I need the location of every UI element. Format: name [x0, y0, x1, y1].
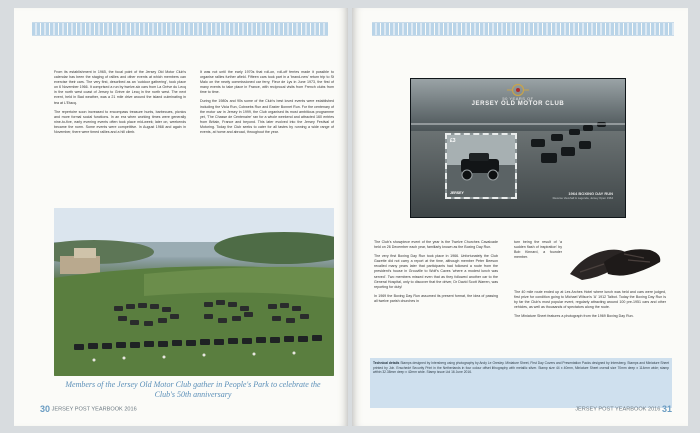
sheet-subtitle: 1964 BOXING DAY RUN — [568, 191, 613, 196]
sheet-title: JERSEY OLD MOTOR CLUB — [471, 101, 565, 107]
page-number: 31 — [661, 404, 672, 414]
page-number: 30 — [40, 404, 51, 414]
folio-title: JERSEY POST YEARBOOK 2016 — [575, 406, 661, 413]
stamp-value: £3 — [450, 138, 456, 144]
paragraph: The 40 mile route ended up at Les Arches Hotel where lunch was held and cars were judged, first prize for condition going to Michael Wilson's 'A' 1912 Talbot. Today the Boxing Day Run is by far the Club's most popular event, regularly attracting around 100 pre-1951 cars and other vehicles, as well as thousands of spectators along the route. — [514, 290, 666, 310]
technical-details-text: Stamps designed by Intersberg using photography by Andy Le Gresley. Miniature Sheet, First Day Covers and Presentation Packs designed by Intersberg. Stamps and Miniature Sheet printed by Joh. Enschedé Security Print in the Netherlands in four colour offset lithography with metallic silver. Stamp size 44 x 40mm, Miniature Sheet overall size 70mm deep x 114mm wide; stamp within 32.38mm deep x 42mm wide. Stamp issue Ltd 16 June 2016. — [373, 361, 669, 375]
sheet-note: Reverse Vauxhall & Lagonda, Jersey Open 1964 — [552, 196, 613, 200]
sheet-title-small: 50 YEARS OF — [502, 96, 534, 101]
paragraph: It was not until the early 1970s that roll-on, roll-off ferries made it possible to organise rallies further afield. Fifteen cars took part in a 'brand-new' return trip to St Malo on the newly commissioned car ferry, Fleur de Lys in June 1973, the first of many events to take place in France, with reciprocal visits from French clubs from time to time. — [200, 70, 334, 95]
right-column-2-top — [514, 240, 562, 264]
right-column-2 — [514, 290, 666, 323]
paragraph: The Miniature Sheet features a photograph from the 1969 Boxing Day Run. — [514, 314, 634, 319]
paragraph: turn being the result of 'a sudden flash of inspiration' by Bob Kinnard, a founder member. — [514, 240, 562, 260]
right-folio — [575, 404, 672, 414]
decorative-header-band — [372, 22, 674, 36]
paragraph: The Club's showpiece event of the year is the Twelve Churches Cavalcade held on 26 December each year, familiarly known as the Boxing Day Run. — [374, 240, 498, 250]
stamp — [445, 133, 517, 199]
technical-details-label: Technical details — [373, 361, 400, 365]
decorative-header-band — [32, 22, 328, 36]
stamp-country: JERSEY — [450, 191, 464, 195]
paragraph: The very first Boxing Day Run took place in 1966. Unfortunately the Club Gazette did not carry a report at the time, although member Peter Beeson recalled many years later that participants had followed a route from the president's house in Grouville to Wolf's Caves 'where a modest lunch was served'. Two members missed even that as they followed another car to the General Hospital, only to discover that the driver, Dr David Scott Warren, was reporting for duty! — [374, 254, 498, 289]
miniature-stamp-sheet — [410, 78, 626, 218]
paragraph: From its establishment in 1965, the focal point of the Jersey Old Motor Club's calendar has been the staging of rallies and other events at which members can exercise their cars. The very first, described as an 'outdoor gathering', took place on 6 November 1966. It comprised a run by twelve-six cars from La Grève du Lecq in the north west coast of Jersey to Grève de Lecq in the north west. The next event, held in Bad weather, was a 21 mile drive around the island culminating in tea at L'Etacq. — [54, 70, 186, 105]
left-page — [14, 8, 348, 426]
left-folio — [40, 404, 137, 414]
park-gathering-photo — [54, 208, 334, 376]
folio-title: JERSEY POST YEARBOOK 2016 — [51, 406, 137, 413]
right-column-1 — [374, 240, 498, 308]
right-page — [352, 8, 688, 426]
vintage-car-illustration — [447, 135, 515, 197]
paragraph: In 1969 the Boxing Day Run assumed its present format, the idea of passing all twelve parish churches in — [374, 293, 498, 303]
left-column-2 — [200, 70, 334, 139]
paragraph: The repertoire soon increased to encompass treasure hunts, barbecues, picnics and more formal social functions. In an era when working times were generally nine-to-five, early evening events often took place mid-week; later on, weekends became the norm. Some events were competitive. In August 1968 and again in November, there were timed rallies and a hill climb. — [54, 109, 186, 135]
driving-gloves-image — [564, 240, 666, 284]
park-photo-illustration — [54, 208, 334, 376]
paragraph: During the 1980s and 90s some of the Club's best loved events were established including the Vicia Run, Cobwebs Run and Easter Bonnet Run. For the centenary of the motor car in Jersey in 1999, the Club organised its most ambitious programme yet, 'The Chasse de Centenaire' ran for a whole weekend and attracted 160 entries from Britain, France and beyond. This later evolved into the Jersey Festival of Motoring. Today the Club seeks to cater for all tastes by running a wide range of events, at home and abroad, throughout the year. — [200, 99, 334, 135]
club-badge-icon — [503, 83, 533, 97]
photo-caption: Members of the Jersey Old Motor Club gather in People's Park to celebrate the Club's 50th anniversary — [65, 380, 321, 399]
left-column-1 — [54, 70, 186, 139]
technical-details-box — [370, 358, 672, 408]
